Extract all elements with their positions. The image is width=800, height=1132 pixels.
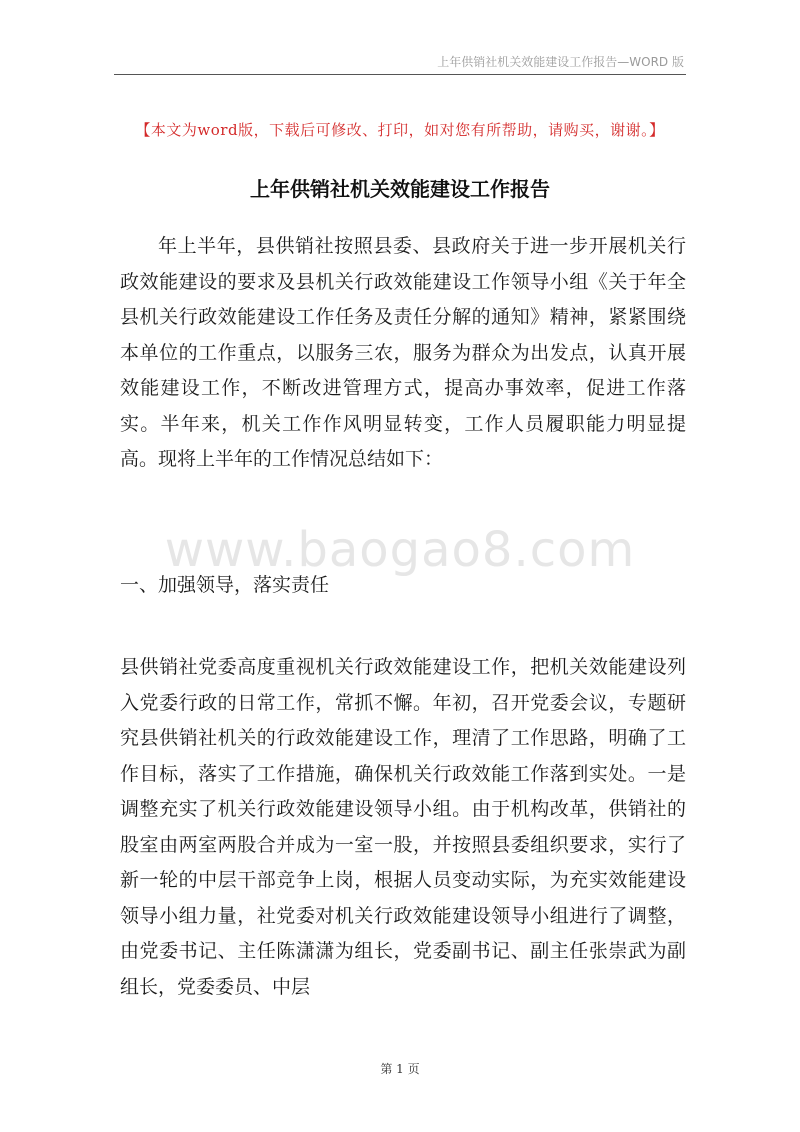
- page-number: 第 1 页: [380, 1062, 420, 1076]
- document-title: 上年供销社机关效能建设工作报告: [250, 177, 550, 201]
- section-paragraph: 县供销社党委高度重视机关行政效能建设工作，把机关效能建设列入党委行政的日常工作，常抓不懈。年初，召开党委会议，专题研究县供销社机关的行政效能建设工作，理清了工作思路，明确了工作目标，落实了工作措施，确保机关行政效能工作落到实处。一是调整充实了机关行政效能建设领导小组。由于机构改革，供销社的股室由两室两股合并成为一室一股，并按照县委组织要求，实行了新一轮的中层干部竞争上岗，根据人员变动实际，为充实效能建设领导小组力量，社党委对机关行政效能建设领导小组进行了调整，由党委书记、主任陈潇潇为组长，党委副书记、副主任张崇武为副组长，党委委员、中层: [120, 656, 686, 998]
- intro-paragraph: 年上半年，县供销社按照县委、县政府关于进一步开展机关行政效能建设的要求及县机关行政效能建设工作领导小组《关于年全县机关行政效能建设工作任务及责任分解的通知》精神，紧紧围绕本单位的工作重点，以服务三农，服务为群众为出发点，认真开展效能建设工作，不断改进管理方式，提高办事效率，促进工作落实。半年来，机关工作作风明显转变，工作人员履职能力明显提高。现将上半年的工作情况总结如下：: [120, 235, 686, 470]
- download-notice: 【本文为word版，下载后可修改、打印，如对您有所帮助，请购买，谢谢。】: [135, 121, 665, 139]
- watermark: www.baogao8.com: [164, 522, 636, 578]
- header-divider: [114, 74, 686, 75]
- section-heading: 一、加强领导，落实责任: [120, 574, 330, 596]
- running-header: 上年供销社机关效能建设工作报告—WORD 版: [437, 55, 684, 69]
